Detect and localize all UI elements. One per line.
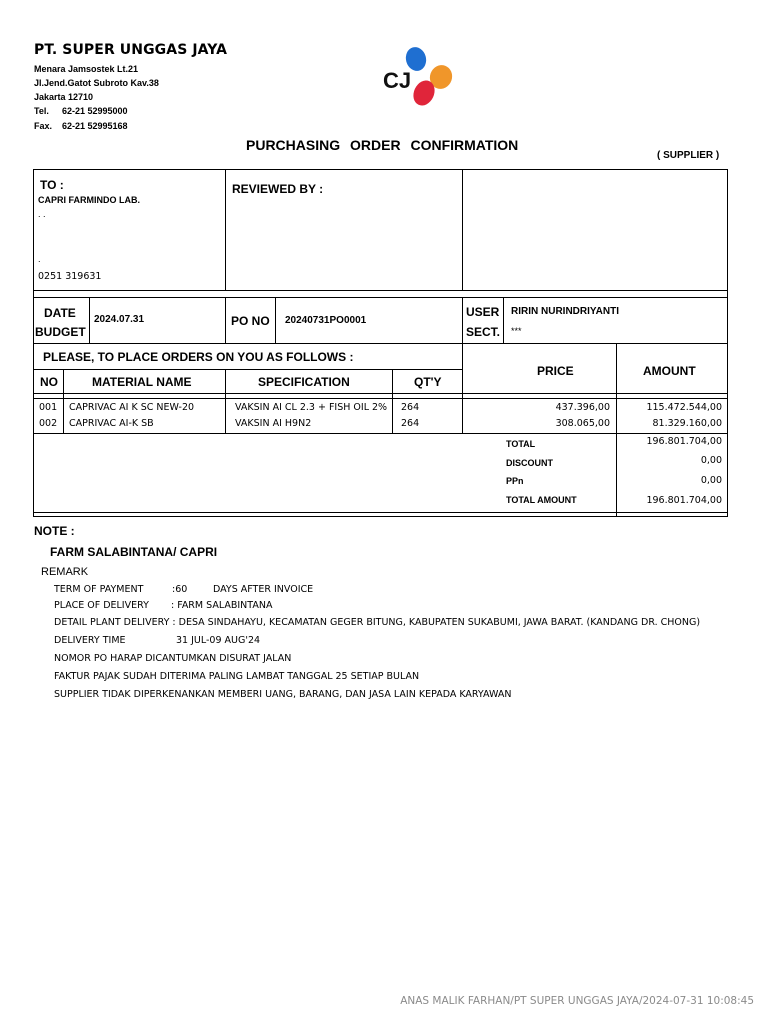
- item-amount: 81.329.160,00: [652, 418, 722, 429]
- delivery-time: [54, 635, 261, 646]
- col-no: NO: [40, 375, 58, 389]
- address-line-2: Jl.Jend.Gatot Subroto Kav.38: [34, 78, 159, 88]
- term-suffix: DAYS AFTER INVOICE: [213, 584, 314, 595]
- item-no: 001: [39, 402, 58, 413]
- item-qty: 264: [401, 418, 420, 429]
- col-qty: QT'Y: [414, 375, 442, 389]
- item-price: 308.065,00: [555, 418, 610, 429]
- col-amount: AMOUNT: [643, 364, 696, 378]
- sect-value: ***: [511, 326, 522, 336]
- address-line-3: Jakarta 12710: [34, 92, 94, 102]
- tel-line: [34, 106, 128, 116]
- table-rule: [462, 343, 463, 433]
- delivery-value: 31 JUL-09 AUG'24: [176, 635, 261, 646]
- document-title: PURCHASING ORDER CONFIRMATION: [246, 137, 519, 153]
- tel-value: 62-21 52995000: [62, 106, 128, 116]
- table-rule: [225, 169, 226, 290]
- date-label: DATE: [44, 306, 76, 320]
- supplier-address-line: . .: [38, 209, 46, 219]
- sect-label: SECT.: [466, 325, 501, 339]
- logo-text: CJ: [383, 68, 412, 93]
- discount-value: 0,00: [700, 455, 722, 466]
- reviewed-by-label: REVIEWED BY :: [232, 182, 324, 196]
- supplier-name: CAPRI FARMINDO LAB.: [38, 195, 140, 205]
- col-price: PRICE: [537, 364, 574, 378]
- total-amount-label: TOTAL AMOUNT: [506, 495, 577, 505]
- detail-plant-delivery: [54, 617, 700, 628]
- item-no: 002: [39, 418, 58, 429]
- place-label: PLACE OF DELIVERY: [54, 600, 149, 611]
- table-rule: [89, 297, 90, 343]
- budget-label: BUDGET: [35, 325, 86, 339]
- table-rule: [503, 297, 504, 343]
- table-rule: [33, 398, 728, 399]
- table-rule: [462, 297, 463, 343]
- copy-label: ( SUPPLIER ): [657, 150, 720, 161]
- table-rule: [33, 512, 728, 513]
- supplier-phone: 0251 319631: [38, 271, 102, 282]
- fax-label: Fax.: [34, 121, 53, 131]
- table-rule: [225, 297, 226, 343]
- remark-line-3: SUPPLIER TIDAK DIPERKENANKAN MEMBERI UANG, BARANG, DAN JASA LAIN KEPADA KARYAWAN: [54, 689, 512, 700]
- user-name: RIRIN NURINDRIYANTI: [511, 306, 619, 317]
- total-label: TOTAL: [506, 439, 536, 449]
- po-date: 2024.07.31: [94, 314, 145, 325]
- table-rule: [225, 369, 226, 433]
- po-number: 20240731PO0001: [285, 315, 367, 326]
- remark-label: REMARK: [41, 566, 89, 578]
- item-spec: VAKSIN AI CL 2.3 + FISH OIL 2%: [235, 402, 388, 413]
- tel-label: Tel.: [34, 106, 49, 116]
- ppn-value: 0,00: [700, 475, 722, 486]
- detail-value: : DESA SINDAHAYU, KECAMATAN GEGER BITUNG, KABUPATEN SUKABUMI, JAWA BARAT. (KANDANG DR. CHONG): [172, 617, 701, 628]
- table-rule: [462, 169, 463, 290]
- fax-line: [34, 121, 128, 131]
- table-rule: [33, 393, 728, 394]
- supplier-address-dot: .: [38, 254, 41, 264]
- term-label: TERM OF PAYMENT: [54, 584, 144, 595]
- table-rule: [33, 297, 728, 298]
- note-label: NOTE :: [34, 524, 75, 538]
- address-line-1: Menara Jamsostek Lt.21: [34, 64, 139, 74]
- delivery-label: DELIVERY TIME: [54, 635, 126, 646]
- note-subtitle: FARM SALABINTANA/ CAPRI: [50, 545, 218, 559]
- term-of-payment: [54, 584, 314, 595]
- print-footer: ANAS MALIK FARHAN/PT SUPER UNGGAS JAYA/2024-07-31 10:08:45: [400, 995, 754, 1007]
- total-value: 196.801.704,00: [646, 436, 722, 447]
- company-name: PT. SUPER UNGGAS JAYA: [34, 42, 228, 58]
- table-rule: [63, 369, 64, 433]
- table-rule: [33, 290, 728, 291]
- item-amount: 115.472.544,00: [646, 402, 722, 413]
- orders-label: PLEASE, TO PLACE ORDERS ON YOU AS FOLLOWS :: [43, 350, 354, 364]
- table-rule: [33, 343, 728, 344]
- item-qty: 264: [401, 402, 420, 413]
- cj-logo: [383, 45, 459, 111]
- table-rule: [33, 369, 462, 370]
- po-no-label: PO NO: [231, 314, 270, 328]
- item-price: 437.396,00: [555, 402, 610, 413]
- item-material: CAPRIVAC AI-K SB: [69, 418, 154, 429]
- to-label: TO :: [40, 178, 64, 192]
- detail-label: DETAIL PLANT DELIVERY: [54, 617, 170, 628]
- table-rule: [33, 516, 728, 517]
- table-rule: [616, 343, 617, 517]
- term-value: :60: [172, 584, 188, 595]
- discount-label: DISCOUNT: [506, 458, 553, 468]
- fax-value: 62-21 52995168: [62, 121, 128, 131]
- place-of-delivery: [54, 600, 273, 611]
- item-material: CAPRIVAC AI K SC NEW-20: [69, 402, 195, 413]
- ppn-label: PPn: [506, 476, 524, 486]
- table-rule: [392, 369, 393, 433]
- remark-line-1: NOMOR PO HARAP DICANTUMKAN DISURAT JALAN: [54, 653, 292, 664]
- col-spec: SPECIFICATION: [258, 375, 350, 389]
- table-rule: [33, 433, 728, 434]
- place-value: : FARM SALABINTANA: [171, 600, 273, 611]
- table-rule: [275, 297, 276, 343]
- col-material: MATERIAL NAME: [92, 375, 192, 389]
- item-spec: VAKSIN AI H9N2: [235, 418, 312, 429]
- total-amount-value: 196.801.704,00: [646, 495, 722, 506]
- table-rule: [33, 169, 728, 170]
- user-label: USER: [466, 305, 500, 319]
- remark-line-2: FAKTUR PAJAK SUDAH DITERIMA PALING LAMBAT TANGGAL 25 SETIAP BULAN: [54, 671, 420, 682]
